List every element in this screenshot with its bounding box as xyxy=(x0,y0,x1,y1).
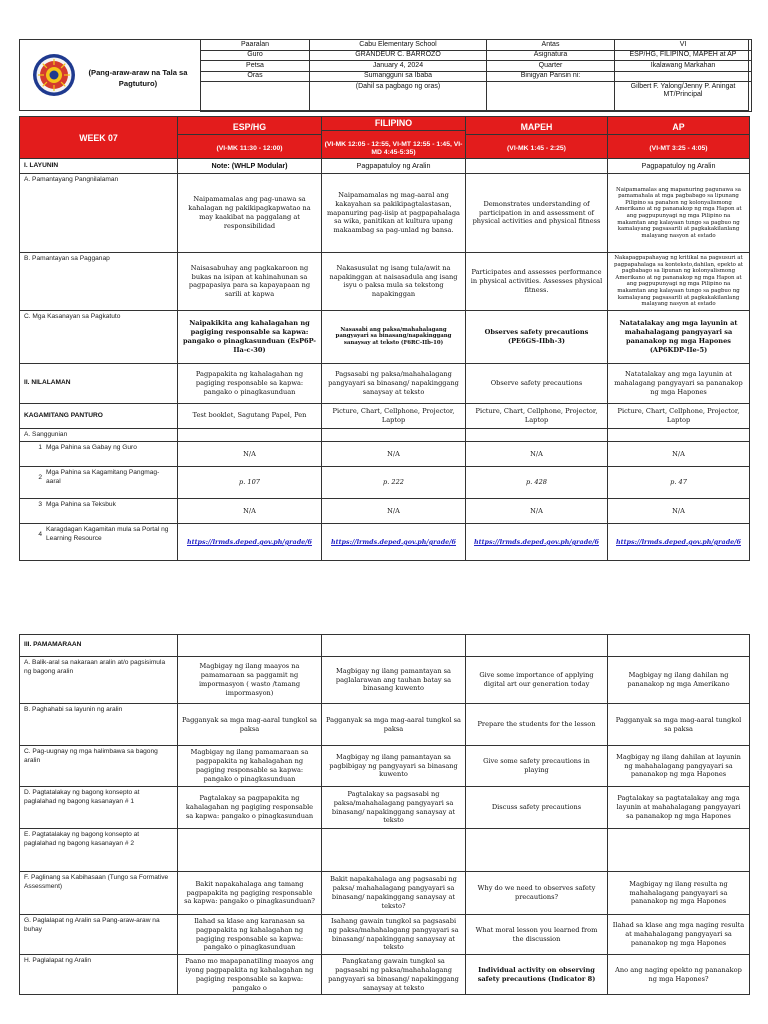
learning-resource-link[interactable]: https://lrmds.deped.gov.ph/grade/6 xyxy=(466,524,608,561)
lesson-cell: Pagsasabi ng paksa/mahahalagang pangyayari sa binasang/ napakinggang sanaysay at teksto xyxy=(322,363,466,403)
lesson-cell: p. 222 xyxy=(322,467,466,499)
lesson-cell xyxy=(608,428,750,442)
row-label: A. Balik-aral sa nakaraan aralin at/o pagsisimula ng bagong aralin xyxy=(20,657,178,704)
header-info-value: VI xyxy=(615,40,752,51)
learning-resource-link[interactable]: https://lrmds.deped.gov.ph/grade/6 xyxy=(322,524,466,561)
lesson-cell: Picture, Chart, Cellphone, Projector, Laptop xyxy=(608,403,750,428)
lesson-cell: What moral lesson you learned from the discussion xyxy=(466,915,608,955)
header-info-value: Sumangguni sa Ibaba xyxy=(310,71,487,82)
row-number: 4 xyxy=(38,530,42,538)
lesson-cell: Pagtalakay sa pagtatalakay ang mga layunin at mahahalagang pangyayari sa pananakop ng mga Hapones xyxy=(608,787,750,829)
row-label: III. PAMAMARAAN xyxy=(20,635,178,657)
lesson-cell xyxy=(608,635,750,657)
lesson-cell: Participates and assesses performance in physical activities. Assesses physical fitness. xyxy=(466,253,608,311)
table1-row xyxy=(20,174,750,253)
row-label: C. Pag-uugnay ng mga halimbawa sa bagong aralin xyxy=(20,746,178,787)
row-label-text: Mga Pahina sa Gabay ng Guro xyxy=(46,444,137,452)
lesson-cell: Observes safety precautions (PE6GS-IIbh-3) xyxy=(466,310,608,363)
row-label: A. Sanggunian xyxy=(20,428,178,442)
header-info-row xyxy=(201,71,752,82)
lesson-cell: Pagtalakay sa pagpapakita ng kahalagahan ng pagiging responsable sa kapwa: pangako o pinagkasunduan xyxy=(178,787,322,829)
row-number: 2 xyxy=(38,473,42,481)
lesson-cell xyxy=(322,829,466,872)
lesson-cell: Pagganyak sa mga mag-aaral tungkol sa paksa xyxy=(178,704,322,746)
lesson-cell: Test booklet, Sagutang Papel, Pen xyxy=(178,403,322,428)
lesson-cell: Demonstrates understanding of participation in and assessment of physical activities and physical fitness xyxy=(466,174,608,253)
table2-row xyxy=(20,955,750,995)
learning-resource-link[interactable]: https://lrmds.deped.gov.ph/grade/6 xyxy=(178,524,322,561)
header-info-label xyxy=(487,82,615,112)
table1-row xyxy=(20,310,750,363)
lesson-cell: Magbigay ng ilang pamantayan sa paglalarawan ang tauhan batay sa binasang kuwento xyxy=(322,657,466,704)
table2-row xyxy=(20,704,750,746)
lesson-cell: p. 107 xyxy=(178,467,322,499)
lesson-cell: Give some importance of applying digital art our generation today xyxy=(466,657,608,704)
row-label: A. Pamantayang Pangnilalaman xyxy=(20,174,178,253)
lesson-cell: Magbigay ng ilang maayos na pamamaraan sa paggamit ng impormasyon ( wasto /tamang impormasyon) xyxy=(178,657,322,704)
row-label xyxy=(20,467,178,499)
row-label xyxy=(20,524,178,561)
row-label: G. Paglalapat ng Aralin sa Pang-araw-araw na buhay xyxy=(20,915,178,955)
lesson-cell: Naipamamalas ang mapanuring pagunawa sa pamamahala at mga pagbabago sa lipunang Pilipino sa panahon ng kolonyalismong Amerikano at ng pananakop ng mga Hapon at ang pagpupunyagi ng mga Pilipino na makamtan ang kalayaan tungo sa pagbuo ng kamalayang pagsasarili at pagkakakilanlang malayang nasyon at estado xyxy=(608,174,750,253)
lesson-cell: N/A xyxy=(322,442,466,467)
lesson-cell: Pagganyak sa mga mag-aaral tungkol sa paksa xyxy=(322,704,466,746)
lesson-cell: Pangkatang gawain tungkol sa pagsasabi ng paksa/mahahalagang pangyayari sa binasang/ napakinggang sanaysay at teksto xyxy=(322,955,466,995)
row-label: E. Pagtatalakay ng bagong konsepto at paglalahad ng bagong kasanayan # 2 xyxy=(20,829,178,872)
lesson-cell: Naipamamalas ng mag-aaral ang kakayahan sa pakikipagtalastasan, mapanuring pag-iisip at pagpapahalaga sa wika, panitikan at kultura upang makaambag sa pag-unlad ng bansa. xyxy=(322,174,466,253)
table2-row xyxy=(20,787,750,829)
lesson-cell: Nasasabi ang paksa/mahahalagang pangyayari sa binasang/napakinggang sanaysay at teksto (F6RC-IIb-10) xyxy=(322,310,466,363)
header-info-value: Gilbert F. Yalong/Jenny P. Aningat MT/Principal xyxy=(615,82,752,112)
table2-row xyxy=(20,746,750,787)
row-label: D. Pagtatalakay ng bagong konsepto at paglalahad ng bagong kasanayan # 1 xyxy=(20,787,178,829)
lesson-cell: Naipamamalas ang pag-unawa sa kahalagan ng pakikipagkapwatao na may kaakibat na paggalang at responsibilidad xyxy=(178,174,322,253)
table2-row xyxy=(20,915,750,955)
table1-row xyxy=(20,442,750,467)
lesson-cell xyxy=(466,428,608,442)
lesson-cell: Bakit napakahalaga ang pagsasabi ng paksa/ mahahalagang pangyayari sa binasang/ napakinggang sanaysay at teksto? xyxy=(322,872,466,915)
header-info-label: Binigyan Pansin ni: xyxy=(487,71,615,82)
subject-name: ESP/HG xyxy=(232,122,267,132)
header-info-row xyxy=(201,61,752,72)
lesson-cell: Give some safety precautions in playing xyxy=(466,746,608,787)
lesson-cell xyxy=(178,635,322,657)
header-info-label: Guro xyxy=(201,50,310,61)
lesson-cell xyxy=(608,829,750,872)
lesson-cell xyxy=(178,428,322,442)
lesson-cell: Natatalakay ang mga layunin at mahahalagang pangyayari sa pananakop ng mga Hapones (AP6KDP-IIe-5) xyxy=(608,310,750,363)
row-label: KAGAMITANG PANTURO xyxy=(20,403,178,428)
table1-row xyxy=(20,403,750,428)
lesson-cell: Note: (WHLP Modular) xyxy=(178,159,322,174)
table1-row xyxy=(20,428,750,442)
subject-name: FILIPINO xyxy=(374,118,413,128)
row-label-text: Karagdagan Kagamitan mula sa Portal ng Learning Resource xyxy=(46,526,169,542)
row-label: B. Paghahabi sa layunin ng aralin xyxy=(20,704,178,746)
lesson-cell: Picture, Chart, Cellphone, Projector, Laptop xyxy=(466,403,608,428)
lesson-cell: Pagpapatuloy ng Aralin xyxy=(608,159,750,174)
subject-time: (VI-MT 3:25 - 4:05) xyxy=(649,145,708,152)
lesson-cell: Ilahad sa klase ang mga naging resulta at mahahalagang pangyayari sa pananakop ng mga Hapones xyxy=(608,915,750,955)
row-number: 1 xyxy=(38,444,42,452)
lesson-cell: N/A xyxy=(322,499,466,524)
table1-row xyxy=(20,363,750,403)
lesson-cell: Bakit napakahalaga ang tamang pagpapakita ng pagiging responsable sa kapwa: pangako o pinagkasunduan? xyxy=(178,872,322,915)
lesson-cell: Pagpapakita ng kahalagahan ng pagiging responsable sa kapwa: pangako o pinagkasunduan xyxy=(178,363,322,403)
table1-row xyxy=(20,159,750,174)
table2-row xyxy=(20,872,750,915)
lesson-cell: Discuss safety precautions xyxy=(466,787,608,829)
header-info-value: ESP/HG, FILIPINO, MAPEH at AP xyxy=(615,50,752,61)
lesson-cell: N/A xyxy=(178,442,322,467)
learning-resource-link[interactable]: https://lrmds.deped.gov.ph/grade/6 xyxy=(608,524,750,561)
header-info-label: Antas xyxy=(487,40,615,51)
subject-header-4 xyxy=(608,117,750,159)
header-info-label xyxy=(201,82,310,112)
row-label-text: Mga Pahina sa Teksbuk xyxy=(46,501,116,509)
table1-row xyxy=(20,253,750,311)
header-info-label: Paaralan xyxy=(201,40,310,51)
lesson-cell xyxy=(322,428,466,442)
table2-row xyxy=(20,829,750,872)
lesson-cell: Magbigay ng ilang resulta ng mahahalagang pangyayari sa pananakop ng mga Hapones xyxy=(608,872,750,915)
table1-row xyxy=(20,524,750,561)
lesson-cell: Observe safety precautions xyxy=(466,363,608,403)
row-label: II. NILALAMAN xyxy=(20,363,178,403)
row-label-text: Mga Pahina sa Kagamitang Pangmag-aaral xyxy=(46,469,160,485)
subject-header-row xyxy=(20,117,750,159)
lesson-cell xyxy=(322,635,466,657)
header-info-value: Ikalawang Markahan xyxy=(615,61,752,72)
lesson-cell: p. 428 xyxy=(466,467,608,499)
lesson-plan-table-2 xyxy=(19,634,750,995)
lesson-cell xyxy=(178,829,322,872)
subject-time: (VI-MK 12:05 - 12:55, VI-MT 12:55 - 1:45, VI-MD 4:45-5:35) xyxy=(324,141,463,156)
table2-row xyxy=(20,657,750,704)
lesson-cell: Naipakikita ang kahalagahan ng pagiging responsable sa kapwa: pangako o pinagkasunduan (EsP6P-IIa-c-30) xyxy=(178,310,322,363)
row-label: C. Mga Kasanayan sa Pagkatuto xyxy=(20,310,178,363)
lesson-cell: Magbigay ng ilang dahilan at layunin ng mahahalagang pangyayari sa pananakop ng mga Hapones xyxy=(608,746,750,787)
header-info-grid xyxy=(200,39,752,112)
header-info-row xyxy=(201,40,752,51)
row-label: F. Paglinang sa Kabihasaan (Tungo sa Formative Assessment) xyxy=(20,872,178,915)
deped-seal-logo xyxy=(32,53,76,97)
document-header xyxy=(19,39,749,111)
lesson-cell: Pagpapatuloy ng Aralin xyxy=(322,159,466,174)
header-info-row xyxy=(201,50,752,61)
lesson-cell: Why do we need to observes safety precautions? xyxy=(466,872,608,915)
lesson-cell: Nakasusulat ng isang tula/awit na napakinggan at naisasadula ang isang isyu o paksa mula sa tekstong napakinggan xyxy=(322,253,466,311)
lesson-cell: Naisasabuhay ang pagkakaroon ng bukas na isipan at kahinahunan sa pagpapasiya para sa kapayapaan ng sarili at kapwa xyxy=(178,253,322,311)
header-info-label: Asignatura xyxy=(487,50,615,61)
lesson-cell: N/A xyxy=(466,442,608,467)
table1-row xyxy=(20,499,750,524)
lesson-cell: N/A xyxy=(178,499,322,524)
lesson-cell: Magbigay ng ilang pamamaraan sa pagpapakita ng kahalagahan ng pagiging responsable sa kapwa: pangako o pinagkasunduan xyxy=(178,746,322,787)
table1-row xyxy=(20,467,750,499)
row-label: I. LAYUNIN xyxy=(20,159,178,174)
lesson-cell: Ano ang naging epekto ng pananakop ng mga Hapones? xyxy=(608,955,750,995)
row-number: 3 xyxy=(38,501,42,509)
lesson-cell: Nakapagpapahayag ng kritikal na pagsusuri at pagpapahalaga sa konteksto,dahilan, epekto at pagbabago sa lipunan ng kolonyalismong Amerikano at ng pananakop ng mga Hapon at ang pagpupunyagi ng mga Pilipino na makamtan ang kalayaan tungo sa pagbuo ng kamalayang pagsasarili at pagkakakilanlang malayang nasyon at estado xyxy=(608,253,750,311)
lesson-cell xyxy=(466,829,608,872)
header-info-value: GRANDEUR C. BARROZO xyxy=(310,50,487,61)
subject-name: MAPEH xyxy=(520,122,553,132)
header-info-row xyxy=(201,82,752,112)
lesson-cell: N/A xyxy=(608,442,750,467)
row-label xyxy=(20,499,178,524)
lesson-cell: Natatalakay ang mga layunin at mahalagang pangyayari sa pananakop ng mga Hapones xyxy=(608,363,750,403)
document-title: (Pang-araw-araw na Tala sa Pagtuturo) xyxy=(88,68,188,88)
subject-name: AP xyxy=(672,122,685,132)
lesson-cell: Picture, Chart, Cellphone, Projector, Laptop xyxy=(322,403,466,428)
subject-time: (VI-MK 11:30 - 12:00) xyxy=(216,145,283,152)
week-label: WEEK 07 xyxy=(20,117,178,159)
header-info-value: (Dahil sa pagbago ng oras) xyxy=(310,82,487,112)
lesson-cell: Isahang gawain tungkol sa pagsasabi ng paksa/mahahalagang pangyayari sa binasang/ napakinggang sanaysay at teksto xyxy=(322,915,466,955)
subject-header-3 xyxy=(466,117,608,159)
lesson-cell: Paano mo mapapanatiling maayos ang iyong pagpapakita ng kahalagahan ng pagiging responsable sa kapwa: pangako o xyxy=(178,955,322,995)
lesson-cell: Ilahad sa klase ang karanasan sa pagpapakita ng kahalagahan ng pagiging responsable sa kapwa: pangako o pinagkasunduan xyxy=(178,915,322,955)
lesson-cell xyxy=(466,159,608,174)
lesson-cell: Magbigay ng ilang dahilan ng pananakop ng mga Amerikano xyxy=(608,657,750,704)
lesson-cell xyxy=(466,635,608,657)
subject-header-1 xyxy=(178,117,322,159)
subject-header-2 xyxy=(322,117,466,159)
lesson-cell: p. 47 xyxy=(608,467,750,499)
lesson-cell: Pagganyak sa mga mag-aaral tungkol sa paksa xyxy=(608,704,750,746)
lesson-cell: N/A xyxy=(466,499,608,524)
lesson-cell: N/A xyxy=(608,499,750,524)
row-label: B. Pamantayan sa Pagganap xyxy=(20,253,178,311)
lesson-plan-table-1 xyxy=(19,116,750,561)
header-info-label: Oras xyxy=(201,71,310,82)
header-info-label: Petsa xyxy=(201,61,310,72)
header-info-value: Cabu Elementary School xyxy=(310,40,487,51)
header-info-value: January 4, 2024 xyxy=(310,61,487,72)
header-info-label: Quarter xyxy=(487,61,615,72)
table2-row xyxy=(20,635,750,657)
header-info-value xyxy=(615,71,752,82)
lesson-cell: Individual activity on observing safety precautions (Indicator 8) xyxy=(466,955,608,995)
lesson-cell: Magbigay ng ilang pamantayan sa pagbibigay ng pangyayari sa binasang kuwento xyxy=(322,746,466,787)
row-label: H. Paglalapat ng Aralin xyxy=(20,955,178,995)
lesson-cell: Prepare the students for the lesson xyxy=(466,704,608,746)
lesson-cell: Pagtalakay sa pagsasabi ng paksa/mahahalagang pangyayari sa binasang/ napakinggang sanaysay at teksto xyxy=(322,787,466,829)
subject-time: (VI-MK 1:45 - 2:25) xyxy=(507,145,566,152)
row-label xyxy=(20,442,178,467)
